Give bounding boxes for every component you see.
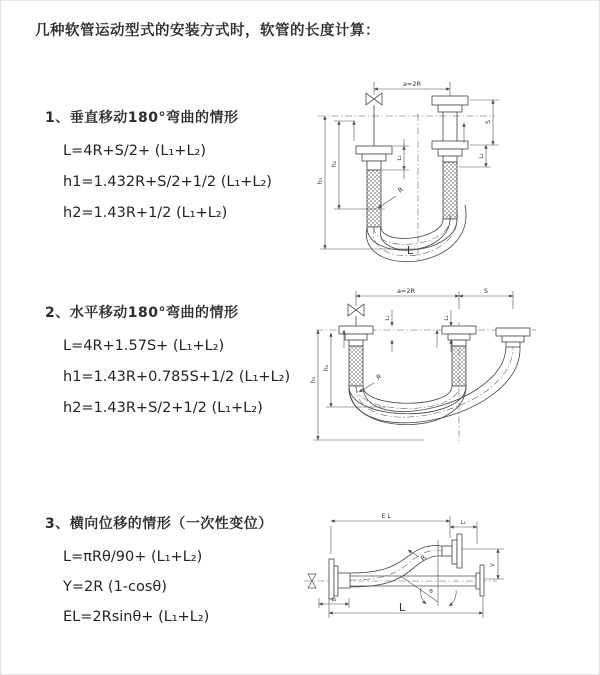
hose-s-curve (350, 534, 462, 587)
dim-label-l2: L₂ (479, 153, 485, 159)
dimension-h1 (316, 116, 416, 249)
section-2 (45, 302, 290, 424)
dim-label-l2: L₂ (460, 520, 466, 526)
dim-label-l1: L₁ (331, 597, 337, 603)
dim-label-length: L (406, 244, 414, 257)
dimension-el (331, 512, 450, 554)
dimension-s (459, 287, 513, 296)
formula: h2=1.43R+1/2 (L₁+L₂) (63, 205, 228, 221)
diagram-lateral-displacement (299, 494, 599, 644)
right-flange-fitting (496, 328, 530, 347)
right-pipe-fittings (432, 96, 468, 219)
section-3-heading: 3、横向位移的情形（一次性变位） (45, 516, 273, 532)
dim-label-el: EL (381, 512, 393, 520)
section-2-formulas (63, 331, 290, 424)
dim-label-r: R (419, 553, 428, 563)
radius-leader (378, 185, 405, 208)
dim-label-h2: h₂ (322, 364, 330, 372)
dim-label-s: S (483, 287, 489, 295)
dim-label-r: R (375, 372, 383, 382)
formula: h1=1.43R+0.785S+1/2 (L₁+L₂) (63, 369, 291, 385)
valve-icon (366, 93, 382, 146)
dim-label-a2r: a=2R (402, 80, 422, 88)
dim-label-l2: L₂ (444, 315, 450, 321)
dim-label-theta: θ (429, 589, 433, 595)
hose-u-curves (349, 347, 520, 425)
center-lines (318, 114, 495, 261)
dimension-l1 (319, 597, 349, 608)
formula: Y=2R (1-cosθ) (63, 579, 167, 595)
left-flange-fitting (329, 559, 350, 599)
dimension-s (470, 100, 499, 145)
diagram-horizontal-u-bend (304, 280, 599, 465)
dim-label-length: L (398, 601, 406, 614)
formula: L=4R+1.57S+ (L₁+L₂) (63, 338, 225, 354)
formula: L=πRθ/90+ (L₁+L₂) (63, 549, 203, 565)
original-position-pipe (350, 565, 484, 596)
dim-label-r: R (396, 185, 405, 195)
formula: EL=2Rsinθ+ (L₁+L₂) (63, 609, 210, 625)
valve-icon (348, 304, 364, 326)
section-1-heading: 1、垂直移动180°弯曲的情形 (45, 110, 239, 126)
section-2-heading: 2、水平移动180°弯曲的情形 (45, 305, 239, 321)
dim-label-a2r: a=2R (396, 287, 416, 295)
dimension-l1 (385, 310, 392, 352)
section-3 (45, 513, 273, 632)
dim-label-s: S (484, 119, 492, 125)
page-title: 几种软管运动型式的安装方式时，软管的长度计算： (35, 23, 380, 39)
dim-label-l1: L₁ (397, 155, 403, 161)
dimension-l (329, 597, 483, 618)
section-1 (45, 107, 272, 229)
formula: h1=1.432R+S/2+1/2 (L₁+L₂) (63, 174, 272, 190)
radius-leader (408, 550, 428, 563)
dim-label-h1: h₁ (309, 376, 317, 384)
formula: L=4R+S/2+ (L₁+L₂) (63, 143, 206, 159)
dim-label-h2: h₂ (330, 160, 338, 168)
section-1-formulas (63, 136, 272, 229)
formula: h2=1.43R+S/2+1/2 (L₁+L₂) (63, 400, 263, 416)
dimension-h1 (309, 330, 424, 440)
section-3-formulas (63, 542, 273, 632)
dim-label-l1: L₁ (385, 315, 391, 321)
middle-flange-fitting (442, 326, 476, 386)
dimension-a2r (356, 287, 513, 309)
dim-label-h1: h₁ (316, 177, 324, 185)
dim-label-y: Y (489, 563, 497, 567)
diagram-vertical-u-bend (303, 69, 593, 269)
left-flange-fitting (356, 146, 392, 227)
